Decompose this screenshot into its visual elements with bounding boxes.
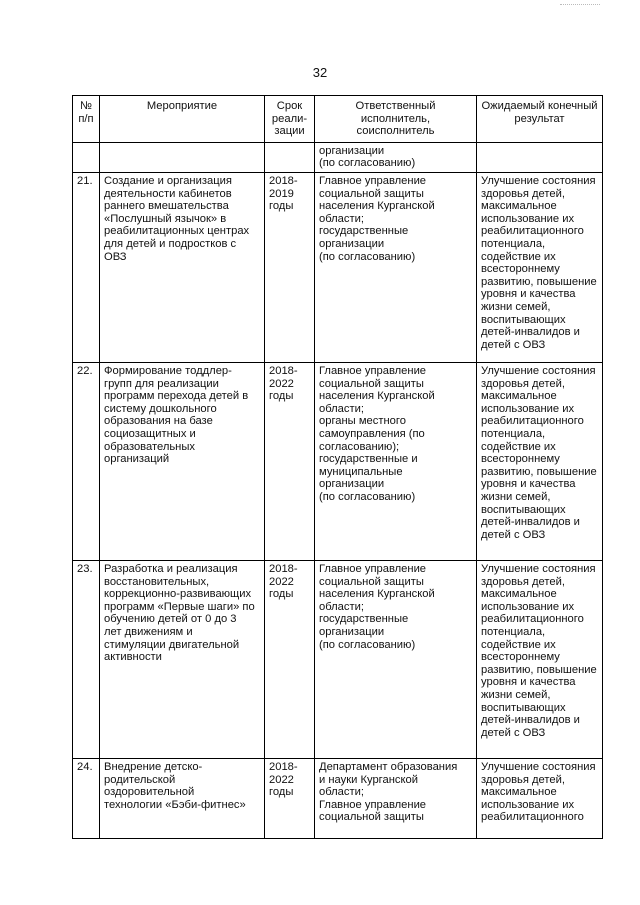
text-line: (по согласованию) [319,157,416,170]
table-row [73,758,603,838]
text-line: (по согласованию) [319,638,416,651]
text-line: Департамент образования [319,760,458,773]
text-line: детей с ОВЗ [481,338,546,351]
cell-event [100,172,265,362]
header-term [265,96,315,143]
text-line: Главное управление [319,562,427,575]
text-line: уровня и качества [481,288,576,301]
text-line: образовательных [104,440,195,453]
text-line: организаций [104,453,170,466]
text-line: воспитывающих [481,313,566,326]
text-line: реабилитационного [481,811,584,824]
text-line: Создание и организация [104,174,232,187]
text-line: активности [104,651,162,664]
cell-event [100,362,265,560]
text-line: организации [319,144,385,157]
text-line: населения Курганской [319,390,435,403]
scan-mark [560,4,600,5]
cell-responsible [315,758,477,838]
text-line: реали- [271,112,308,125]
text-line: социальной защиты [319,811,424,824]
text-line: 2022 [269,377,294,390]
text-line: программ перехода детей в [104,390,249,403]
text-line: населения Курганской [319,200,435,213]
text-line: Улучшение состояния [481,174,596,187]
text-line: воспитывающих [481,701,566,714]
text-line: развитию, повышение [481,465,597,478]
text-line: 2018- [269,562,298,575]
cell-result [477,362,603,560]
text-line: потенциала, [481,625,546,638]
text-line: области; [319,600,364,613]
cell-term [265,172,315,362]
cell-result [477,172,603,362]
text-line: реабилитационных центрах [104,225,250,238]
text-line: государственные [319,225,409,238]
header-num [73,96,100,143]
cell-term [265,758,315,838]
text-line: использование их [481,402,575,415]
text-line: и науки Курганской [319,773,419,786]
text-line: Улучшение состояния [481,562,596,575]
text-line: п/п [78,112,94,125]
text-line: социозащитных и [104,427,196,440]
cell-num: 22. [73,362,100,560]
text-line: обучению детей от 0 до 3 [104,613,237,626]
activities-table [72,95,603,839]
cell-result [477,560,603,758]
text-line: реабилитационного [481,415,584,428]
text-line: самоуправления (по [319,427,425,440]
page-number: 32 [312,65,328,80]
text-line: здоровья детей, [481,773,565,786]
text-line: согласованию); [319,440,400,453]
text-line: уровня и качества [481,478,576,491]
text-line: максимальное [481,200,557,213]
text-line: Внедрение детско- [104,760,203,773]
text-line: социальной защиты [319,575,424,588]
text-line: содействие их [481,440,556,453]
cell-result [477,758,603,838]
text-line: всестороннему [481,263,560,276]
text-line: Улучшение состояния [481,760,596,773]
text-line: развитию, повышение [481,275,597,288]
text-line: лет движениям и [104,625,193,638]
text-line: использование их [481,212,575,225]
text-line: годы [269,390,294,403]
text-line: 2018- [269,174,298,187]
text-line: детей-инвалидов и [481,714,580,727]
text-line: 2019 [269,187,294,200]
table-row [73,172,603,362]
cell-num: 21. [73,172,100,362]
text-line: Улучшение состояния [481,364,596,377]
text-line: реабилитационного [481,613,584,626]
cell-responsible [315,560,477,758]
text-line: всестороннему [481,453,560,466]
cell-term [265,560,315,758]
text-line: использование их [481,600,575,613]
text-line: Ожидаемый конечный [481,100,598,112]
text-line: оздоровительной [104,786,195,799]
cell-num: 23. [73,560,100,758]
text-line: систему дошкольного [104,402,217,415]
text-line: 2018- [269,760,298,773]
text-line: организации [319,625,385,638]
text-line: зации [274,125,305,138]
text-line: всестороннему [481,651,560,664]
text-line: государственные и [319,453,418,466]
text-line: Главное управление [319,364,427,377]
text-line: стимуляции двигательной [104,638,240,651]
text-line: результат [514,112,565,125]
text-line: потенциала, [481,427,546,440]
text-line: уровня и качества [481,676,576,689]
cell-event [100,560,265,758]
text-line: области; [319,212,364,225]
text-line: Главное управление [319,798,427,811]
text-line: коррекционно-развивающих [104,588,252,601]
text-line: населения Курганской [319,588,435,601]
text-line: социальной защиты [319,377,424,390]
text-line: здоровья детей, [481,377,565,390]
text-line: № [79,100,92,112]
continuation-row [73,142,603,172]
text-line: реабилитационного [481,225,584,238]
text-line: (по согласованию) [319,250,416,263]
text-line: программ «Первые шаги» по [104,600,255,613]
text-line: 2022 [269,575,294,588]
table-row [73,560,603,758]
text-line: родительской [104,773,176,786]
text-line: здоровья детей, [481,575,565,588]
text-line: воспитывающих [481,503,566,516]
text-line: исполнитель, [360,112,431,125]
text-line: годы [269,200,294,213]
text-line: Главное управление [319,174,427,187]
text-line: образования на базе [104,415,213,428]
text-line: использование их [481,798,575,811]
text-line: для детей и подростков с [104,237,237,250]
text-line: 2018- [269,364,298,377]
cell-term [265,362,315,560]
table-header-row [73,96,603,143]
text-line: детей с ОВЗ [481,528,546,541]
text-line: максимальное [481,588,557,601]
text-line: раннего вмешательства [104,200,229,213]
text-line: государственные [319,613,409,626]
cell-num: 24. [73,758,100,838]
header-event [100,96,265,143]
cell-responsible [315,172,477,362]
header-result [477,96,603,143]
text-line: организации [319,237,385,250]
text-line: жизни семей, [481,300,551,313]
text-line: области; [319,402,364,415]
table-row [73,362,603,560]
text-line: организации [319,478,385,491]
text-line: муниципальные [319,465,403,478]
text-line: групп для реализации [104,377,219,390]
text-line: развитию, повышение [481,663,597,676]
text-line: годы [269,786,294,799]
text-line: соисполнитель [356,125,435,138]
text-line: жизни семей, [481,490,551,503]
cell-result [477,142,603,172]
text-line: «Послушный язычок» в [104,212,227,225]
text-line: детей-инвалидов и [481,516,580,529]
cell-responsible [315,362,477,560]
cell-term [265,142,315,172]
text-line: деятельности кабинетов [104,187,232,200]
text-line: (по согласованию) [319,490,416,503]
text-line: Мероприятие [146,100,218,112]
cell-responsible [315,142,477,172]
text-line: максимальное [481,390,557,403]
text-line: детей-инвалидов и [481,326,580,339]
text-line: области; [319,786,364,799]
text-line: здоровья детей, [481,187,565,200]
text-line: социальной защиты [319,187,424,200]
text-line: восстановительных, [104,575,210,588]
text-line: жизни семей, [481,688,551,701]
text-line: Формирование тоддлер- [104,364,232,377]
text-line: детей с ОВЗ [481,726,546,739]
text-line: содействие их [481,638,556,651]
text-line: органы местного [319,415,406,428]
cell-event [100,142,265,172]
text-line: 2022 [269,773,294,786]
text-line: потенциала, [481,237,546,250]
text-line: Срок [276,100,303,112]
text-line: содействие их [481,250,556,263]
text-line: технологии «Бэби-фитнес» [104,798,246,811]
text-line: годы [269,588,294,601]
text-line: максимальное [481,786,557,799]
text-line: Разработка и реализация [104,562,238,575]
cell-event [100,758,265,838]
cell-num [73,142,100,172]
text-line: Ответственный [355,100,436,112]
header-responsible [315,96,477,143]
text-line: ОВЗ [104,250,127,263]
